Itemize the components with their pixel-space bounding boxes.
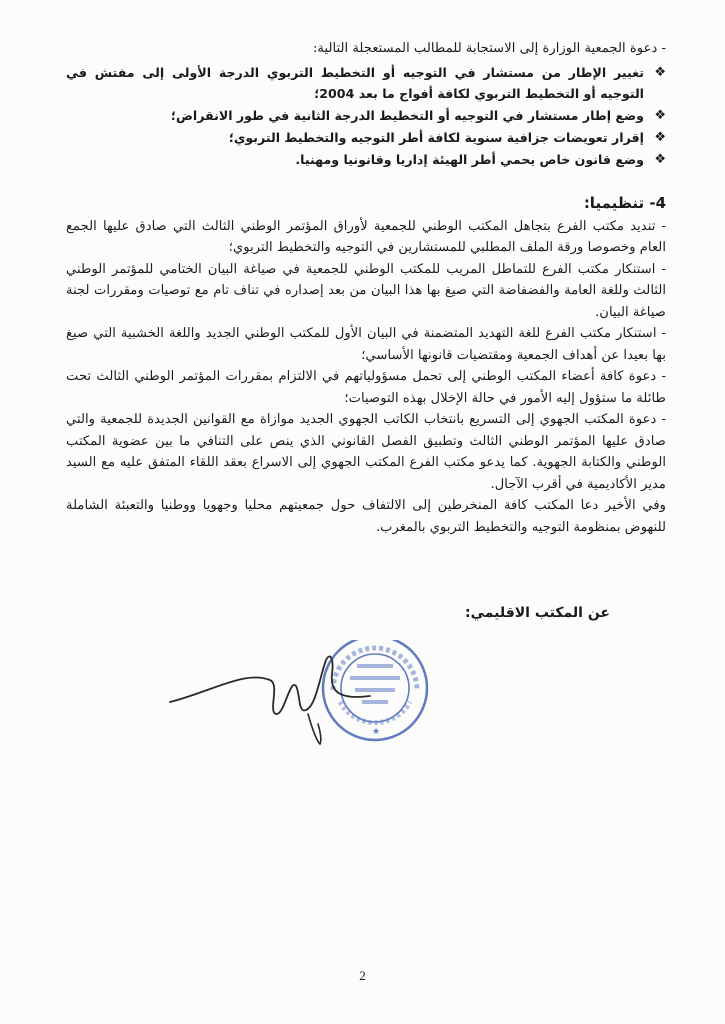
paragraph: - تنديد مكتب الفرع بتجاهل المكتب الوطني للجمعية لأوراق المؤتمر الوطني الثالث التي صادق عليها الجمع العام وخصوصا ورقة الملف المطلبي للمستشارين في التوجيه والتخطيط التربوي؛ (66, 218, 666, 255)
diamond-bullet-icon: ❖ (654, 64, 666, 80)
paragraph: - دعوة المكتب الجهوي إلى التسريع بانتخاب الكاتب الجهوي الجديد موازاة مع القوانين الجديدة للجمعية والتي صادق عليها المؤتمر الوطني الثالث وتطبيق الفصل القانوني الذي ينص على التنافي ما بين عضوية المكتب الوطني والكتابة الجهوية. كما يدعو مكتب الفرع المكتب الجهوي إلى الاسراع بعقد اللقاء المتفق عليه مع السيد مدير الأكاديمية في أقرب الآجال. (66, 412, 666, 492)
diamond-bullet-icon: ❖ (654, 129, 666, 145)
page-number: 2 (359, 968, 366, 983)
list-item: ❖ وضع قانون خاص يحمي أطر الهيئة إداريا وقانونيا ومهنيا. (66, 149, 646, 170)
list-item: ❖ تغيير الإطار من مستشار في التوجيه أو التخطيط التربوي الدرجة الأولى إلى مفتش في التوجيه أو التخطيط التربوي لكافة أفواج ما بعد 2004؛ (66, 62, 646, 104)
section-title: 4- تنظيميا: (583, 193, 666, 212)
demands-list (66, 62, 666, 170)
diamond-bullet-icon: ❖ (654, 151, 666, 167)
stamp-and-signature (150, 640, 460, 750)
round-official-stamp-icon (323, 640, 427, 740)
list-item: ❖ وضع إطار مستشار في التوجيه أو التخطيط الدرجة الثانية في طور الانقراض؛ (66, 105, 646, 126)
diamond-bullet-icon: ❖ (654, 107, 666, 123)
paragraph: - استنكار مكتب الفرع للغة التهديد المتضمنة في البيان الأول للمكتب الوطني الجديد واللغة الخشبية التي صيغ بها بعيدا عن أهداف الجمعية ومقتضيات قانونها الأساسي؛ (66, 326, 666, 363)
svg-text:★: ★ (372, 727, 381, 737)
list-item: ❖ إقرار تعويضات جزافية سنوية لكافة أطر التوجيه والتخطيط التربوي؛ (66, 127, 646, 148)
paragraph: - دعوة كافة أعضاء المكتب الوطني إلى تحمل مسؤولياتهم في الالتزام بمقررات المؤتمر الوطني الثالث تحت طائلة ما ستؤول إليه الأمور في حالة الإخلال بهذه التوصيات؛ (66, 369, 666, 406)
document-body (66, 38, 666, 538)
demands-intro: - دعوة الجمعية الوزارة إلى الاستجابة للمطالب المستعجلة التالية: (312, 41, 666, 56)
paragraph: - استنكار مكتب الفرع للتماطل المريب للمكتب الوطني للجمعية في صياغة البيان الختامي للمؤتمر الوطني الثالث وللغة العامة والفضفاضة التي صيغ بها هذا البيان من بعد إصداره في تناف تام مع توصيات ومقررات لجنة صياغة البيان. (66, 261, 666, 320)
closing-paragraph: وفي الأخير دعا المكتب كافة المنخرطين إلى الالتفاف حول جمعيتهم محليا وجهويا ووطنيا والتعبئة الشاملة للنهوض بمنظومة التوجيه والتخطيط التربوي بالمغرب. (66, 498, 666, 535)
signature-label: عن المكتب الاقليمي: (465, 605, 610, 621)
